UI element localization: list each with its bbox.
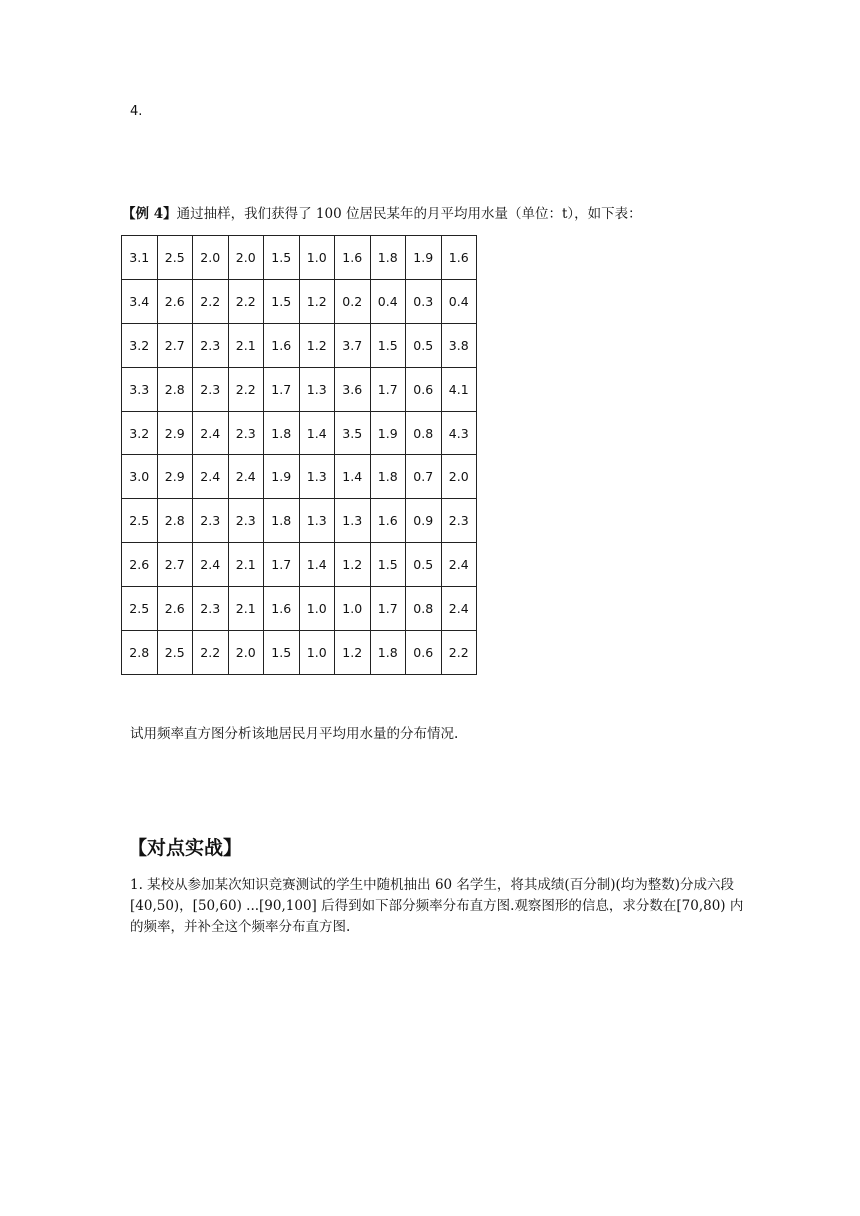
table-cell: 1.8 <box>370 631 406 675</box>
table-cell: 1.7 <box>370 367 406 411</box>
table-cell: 2.8 <box>157 499 193 543</box>
table-cell: 1.7 <box>264 367 300 411</box>
table-cell: 4.3 <box>441 411 477 455</box>
table-cell: 2.3 <box>228 499 264 543</box>
table-cell: 1.2 <box>335 631 371 675</box>
table-cell: 2.0 <box>228 236 264 280</box>
table-cell: 2.4 <box>193 455 229 499</box>
table-cell: 1.6 <box>441 236 477 280</box>
table-row <box>122 367 477 411</box>
table-cell: 1.6 <box>370 499 406 543</box>
table-cell: 2.9 <box>157 455 193 499</box>
table-cell: 2.7 <box>157 323 193 367</box>
table-cell: 2.1 <box>228 323 264 367</box>
table-cell: 0.5 <box>406 323 442 367</box>
item-number: 4. <box>130 104 143 119</box>
table-row <box>122 455 477 499</box>
table-cell: 2.5 <box>122 499 158 543</box>
table-cell: 1.6 <box>335 236 371 280</box>
table-cell: 2.3 <box>193 587 229 631</box>
table-row <box>122 587 477 631</box>
table-cell: 2.2 <box>193 631 229 675</box>
table-cell: 4.1 <box>441 367 477 411</box>
table-cell: 1.9 <box>264 455 300 499</box>
table-cell: 2.9 <box>157 411 193 455</box>
table-cell: 0.2 <box>335 279 371 323</box>
table-cell: 3.8 <box>441 323 477 367</box>
table-cell: 1.7 <box>264 543 300 587</box>
table-cell: 1.8 <box>264 499 300 543</box>
table-cell: 2.0 <box>441 455 477 499</box>
table-cell: 2.2 <box>193 279 229 323</box>
table-cell: 2.6 <box>157 587 193 631</box>
table-cell: 1.8 <box>264 411 300 455</box>
table-cell: 1.4 <box>299 543 335 587</box>
table-cell: 0.7 <box>406 455 442 499</box>
section-title: 【对点实战】 <box>128 837 243 859</box>
table-cell: 3.2 <box>122 411 158 455</box>
table-cell: 1.2 <box>299 323 335 367</box>
example-question: 试用频率直方图分析该地居民月平均用水量的分布情况. <box>130 726 459 742</box>
table-row <box>122 236 477 280</box>
table-cell: 1.8 <box>370 236 406 280</box>
table-cell: 2.7 <box>157 543 193 587</box>
table-cell: 3.7 <box>335 323 371 367</box>
table-cell: 1.6 <box>264 323 300 367</box>
table-cell: 2.0 <box>228 631 264 675</box>
table-cell: 2.8 <box>157 367 193 411</box>
table-cell: 1.5 <box>264 236 300 280</box>
table-cell: 1.6 <box>264 587 300 631</box>
table-cell: 0.8 <box>406 411 442 455</box>
table-cell: 2.0 <box>193 236 229 280</box>
table-cell: 3.6 <box>335 367 371 411</box>
table-cell: 1.5 <box>370 323 406 367</box>
table-row <box>122 499 477 543</box>
table-cell: 2.6 <box>157 279 193 323</box>
table-cell: 2.4 <box>441 587 477 631</box>
table-cell: 0.4 <box>370 279 406 323</box>
table-cell: 0.4 <box>441 279 477 323</box>
table-cell: 0.5 <box>406 543 442 587</box>
table-cell: 2.5 <box>122 587 158 631</box>
table-cell: 2.4 <box>228 455 264 499</box>
table-cell: 3.5 <box>335 411 371 455</box>
table-cell: 0.9 <box>406 499 442 543</box>
table-cell: 1.5 <box>264 279 300 323</box>
table-row <box>122 543 477 587</box>
example-4-statement <box>122 202 642 222</box>
table-cell: 2.3 <box>228 411 264 455</box>
table-row <box>122 279 477 323</box>
table-cell: 2.2 <box>228 367 264 411</box>
table-cell: 2.4 <box>193 543 229 587</box>
table-cell: 1.2 <box>299 279 335 323</box>
table-cell: 0.6 <box>406 367 442 411</box>
table-cell: 2.6 <box>122 543 158 587</box>
table-cell: 1.0 <box>335 587 371 631</box>
table-cell: 2.3 <box>193 323 229 367</box>
table-cell: 1.3 <box>299 455 335 499</box>
table-cell: 2.3 <box>193 367 229 411</box>
table-cell: 0.3 <box>406 279 442 323</box>
table-cell: 2.3 <box>441 499 477 543</box>
example-text: 通过抽样，我们获得了 100 位居民某年的月平均用水量（单位：t），如下表： <box>176 206 642 222</box>
table-cell: 3.1 <box>122 236 158 280</box>
table-row <box>122 323 477 367</box>
table-cell: 2.2 <box>441 631 477 675</box>
table-row <box>122 631 477 675</box>
table-cell: 1.3 <box>335 499 371 543</box>
table-cell: 2.8 <box>122 631 158 675</box>
table-cell: 1.3 <box>299 499 335 543</box>
water-usage-table <box>121 235 477 675</box>
table-cell: 3.0 <box>122 455 158 499</box>
table-cell: 1.2 <box>335 543 371 587</box>
table-cell: 3.2 <box>122 323 158 367</box>
table-cell: 1.9 <box>406 236 442 280</box>
table-cell: 2.5 <box>157 236 193 280</box>
table-cell: 2.1 <box>228 587 264 631</box>
table-cell: 2.5 <box>157 631 193 675</box>
table-cell: 0.8 <box>406 587 442 631</box>
table-cell: 3.3 <box>122 367 158 411</box>
table-cell: 3.4 <box>122 279 158 323</box>
table-cell: 1.9 <box>370 411 406 455</box>
table-cell: 2.3 <box>193 499 229 543</box>
table-row <box>122 411 477 455</box>
table-cell: 2.2 <box>228 279 264 323</box>
practice-problem-1: 1. 某校从参加某次知识竞赛测试的学生中随机抽出 60 名学生，将其成绩(百分制)(均为整数)分成六段[40,50)，[50,60) ...[90,100] 后得到如下部分频率分布直方图.观察图形的信息，求分数在[70,80) 内的频率，并补全这个频率分布直方图. <box>130 877 744 935</box>
table-cell: 1.5 <box>264 631 300 675</box>
table-cell: 1.5 <box>370 543 406 587</box>
table-cell: 2.4 <box>441 543 477 587</box>
table-cell: 1.4 <box>299 411 335 455</box>
table-cell: 0.6 <box>406 631 442 675</box>
table-cell: 1.8 <box>370 455 406 499</box>
table-cell: 1.4 <box>335 455 371 499</box>
table-cell: 1.0 <box>299 236 335 280</box>
example-tag: 【例 4】 <box>122 206 177 222</box>
table-cell: 2.1 <box>228 543 264 587</box>
table-cell: 1.7 <box>370 587 406 631</box>
table-cell: 1.0 <box>299 587 335 631</box>
table-cell: 1.3 <box>299 367 335 411</box>
table-cell: 1.0 <box>299 631 335 675</box>
table-cell: 2.4 <box>193 411 229 455</box>
